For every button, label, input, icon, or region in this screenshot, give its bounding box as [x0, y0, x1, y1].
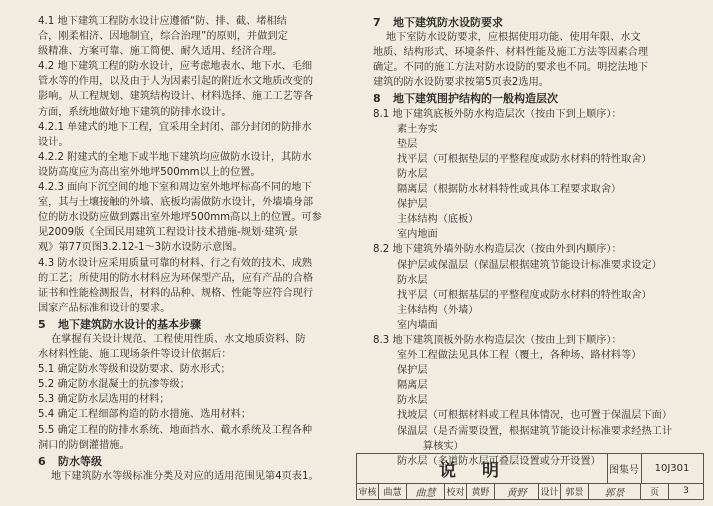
text-line: 观》第77页图3.2.12-1～3防水设防示意图。: [38, 242, 243, 254]
text-line: 找平层（可根据基层的平整程度或防水材料的特性取舍）: [397, 289, 652, 301]
check-name: 黄野: [467, 483, 495, 499]
text-line: 隔离层（根据防水材料特性或具体工程要求取舍）: [397, 184, 622, 196]
text-line: 隔离层: [397, 380, 428, 392]
text-line: 素土夯实: [397, 123, 438, 135]
signature-row: [357, 483, 703, 499]
section-title: 地下建筑围护结构的一般构造层次: [393, 92, 558, 106]
text-line: 8.1 地下建筑底板外防水构造层次（按由下到上顺序）：: [373, 108, 622, 120]
section-title: 防水等级: [58, 454, 102, 468]
atlas-number-value: 10J301: [654, 463, 690, 474]
text-line: 设防高度应为高出室外地坪500mm以上的位置。: [38, 166, 261, 178]
text-line: 4.2.2 附建式的全地下或半地下建筑均应做防水设计，其防水: [38, 151, 312, 163]
text-line: 管水等的作用，以及由于人为因素引起的附近水文地质改变的: [38, 76, 314, 88]
text-line: 5.3 确定防水层选用的材料；: [38, 394, 170, 406]
text-line: 4.3 防水设计应采用质量可靠的材料、行之有效的技术、成熟: [38, 257, 313, 269]
right-column: [373, 14, 701, 469]
section-heading: [38, 454, 338, 469]
text-line: 4.1 地下建筑工程防水设计应遵循“防、排、截、堵相结: [38, 16, 287, 27]
text-line: 5.4 确定工程细部构造的防水措施、选用材料；: [38, 409, 252, 421]
text-line: 保温层（是否需要设置，根据建筑节能设计标准要求经热工计: [397, 425, 673, 437]
section-heading: [38, 317, 338, 332]
text-line: 保护层: [397, 199, 428, 211]
text-line: 室外工程做法见具体工程（覆土，各种场、路材料等）: [397, 350, 642, 362]
text-line: 保护层或保温层（保温层根据建筑节能设计标准要求设定）: [397, 259, 662, 271]
text-line: 防水层: [397, 274, 428, 286]
title-block-top-row: [357, 454, 703, 484]
text-line: 合，刚柔相济、因地制宜，综合治理”的原则，并做到定: [38, 31, 288, 43]
section-heading: [373, 15, 701, 30]
design-signature: 郭景: [589, 483, 641, 499]
text-line: 在掌握有关设计规范、工程使用性质、水文地质资料、防: [51, 333, 306, 345]
text-line: 国家产品标准和设计的要求。: [38, 302, 171, 314]
section-number: 8: [373, 92, 381, 106]
text-line: 级精准、方案可靠、施工简便、耐久适用、经济合理。: [38, 46, 283, 58]
section-number: 6: [38, 454, 46, 468]
page-number: 3: [683, 486, 689, 496]
text-line: 4.2 地下建筑工程的防水设计，应考虑地表水、地下水、毛细: [38, 61, 313, 73]
text-line: 5.2 确定防水混凝土的抗渗等级；: [38, 379, 190, 391]
text-line: 水材料性能、施工现场条件等设计依据后：: [38, 349, 232, 361]
text-line: 垫层: [397, 138, 418, 150]
text-line: 确定。不同的施工方法对防水设防的要求也不同。明挖法地下: [373, 62, 649, 74]
page-label: 页: [641, 483, 669, 499]
text-line: 证书和性能检测报告，材料的品种、规格、性能等应符合现行: [38, 287, 314, 299]
text-line: 地下建筑防水等级标准分类及对应的适用范围见第4页表1。: [51, 470, 319, 482]
text-line: 防水层: [397, 168, 428, 180]
text-line: 方面，系统地做好地下建筑的防排水设计。: [38, 106, 232, 118]
text-line: 地下室防水设防要求，应根据使用功能、使用年限、水文: [386, 32, 641, 44]
review-signature: 曲慧: [407, 483, 445, 499]
text-line: 5.1 确定防水等级和设防要求、防水形式；: [38, 364, 231, 376]
section-number: 5: [38, 317, 46, 331]
section-title: 地下建筑防水设防要求: [393, 16, 503, 29]
atlas-number-label: 图集号: [607, 454, 642, 483]
text-line: 室内墙面: [397, 319, 438, 331]
text-line: 室，其与土壤接触的外墙、底板均需做防水设计，外墙墙身部: [38, 197, 314, 209]
design-label: 设计: [539, 483, 561, 499]
text-line: 见2009版《全国民用建筑工程设计技术措施-规划·建筑·景: [38, 227, 299, 239]
check-label: 校对: [445, 483, 467, 499]
text-line: 建筑的防水设防要求按第5页表2选用。: [373, 77, 549, 89]
text-line: 防水层: [397, 395, 428, 407]
text-line: 5.5 确定工程的防排水系统、地面挡水、截水系统及工程各种: [38, 424, 313, 436]
text-line: 洞口的防倒灌措施。: [38, 439, 130, 451]
title-block: [356, 453, 704, 500]
text-line: 保护层: [397, 365, 428, 377]
text-line: 影响。从工程规划、建筑结构设计、材料选择、施工工艺等各: [38, 91, 314, 103]
text-line: 位的防水设防应做到露出室外地坪500mm高以上的位置。可参: [38, 212, 322, 224]
text-line: 的工艺；所使用的防水材料应为环保型产品，应有产品的合格: [38, 272, 314, 284]
text-line: 防水层（多道防水层可叠层设置或分开设置）: [397, 455, 601, 467]
text-line: 主体结构（底板）: [397, 214, 479, 226]
text-line: 找平层（可根据垫层的平整程度或防水材料的特性取舍）: [397, 153, 652, 165]
check-signature: 黄野: [495, 483, 539, 499]
section-heading: [373, 91, 701, 106]
text-line: 设计。: [38, 136, 69, 148]
text-line: 地质、结构形式、环境条件、材料性能及施工方法等因素合理: [373, 47, 649, 59]
text-line: 主体结构（外墙）: [397, 304, 479, 316]
drawing-title: 说明: [357, 454, 608, 483]
design-name: 郭景: [561, 483, 589, 499]
review-label: 审核: [357, 483, 379, 499]
text-line: 4.2.1 单建式的地下工程，宜采用全封闭、部分封闭的防排水: [38, 121, 312, 133]
text-line: 4.2.3 面向下沉空间的地下室和周边室外地坪标高不同的地下: [38, 182, 312, 194]
text-line: 找坡层（可根据材料或工程具体情况，也可置于保温层下面）: [397, 410, 673, 422]
left-column: [38, 14, 338, 484]
text-line: 8.2 地下建筑外墙外防水构造层次（按由外到内顺序）：: [373, 244, 622, 256]
section-title: 地下建筑防水设计的基本步骤: [58, 317, 201, 331]
section-number: 7: [373, 16, 381, 29]
text-line: 室内地面: [397, 229, 438, 241]
text-line: 8.3 地下建筑顶板外防水构造层次（按由上到下顺序）：: [373, 334, 622, 346]
text-line: 算核实）: [423, 440, 464, 452]
review-name: 曲慧: [379, 483, 407, 499]
